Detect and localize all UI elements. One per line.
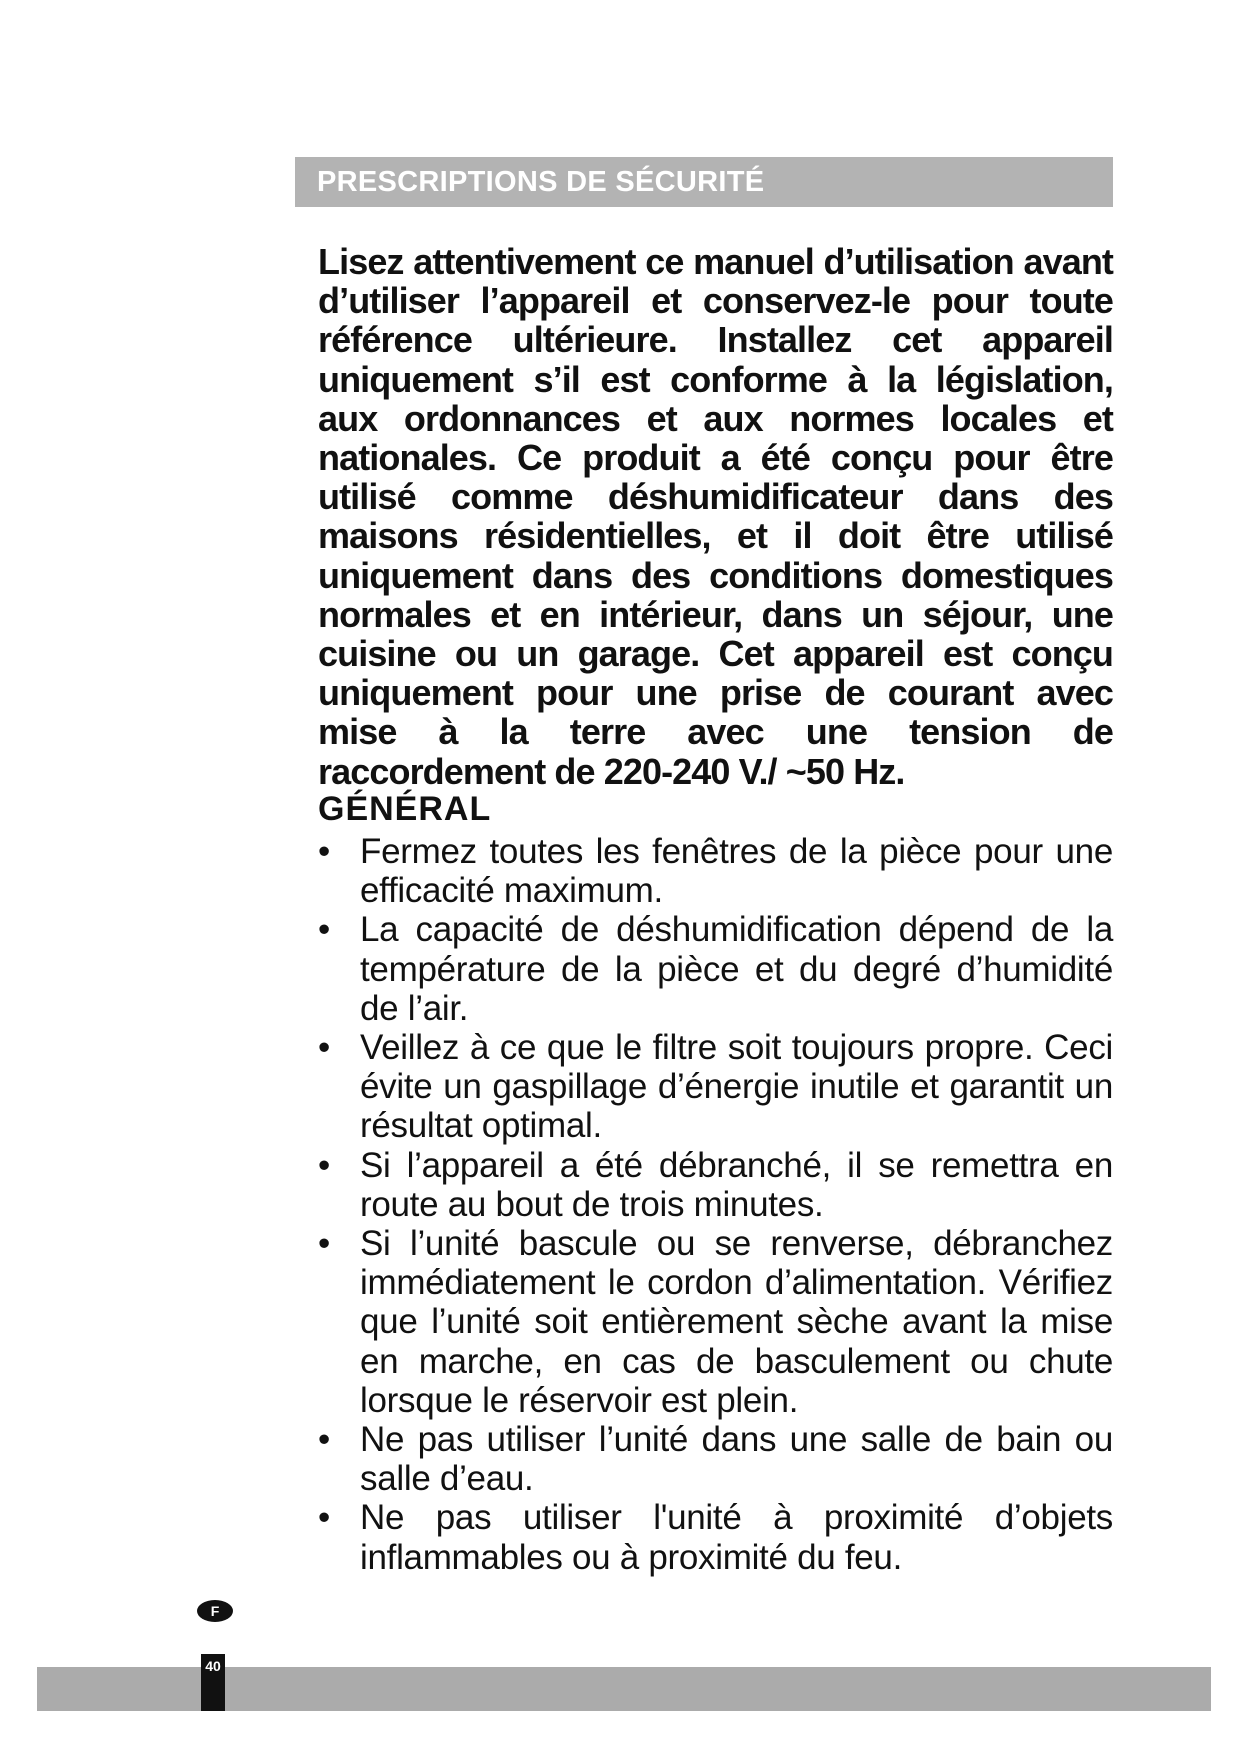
list-item — [318, 1498, 1113, 1576]
section-header-title: PRESCRIPTIONS DE SÉCURITÉ — [317, 166, 765, 198]
intro-paragraph: Lisez attentivement ce manuel d’utilisation avant d’utiliser l’appareil et conservez-le pour toute référence ultérieure. Installez cet appareil uniquement s’il est conforme à la législation, aux ordonnances et aux normes locales et nationales. Ce produit a été conçu pour être utilisé comme déshumidificateur dans des maisons résidentielles, et il doit être utilisé uniquement dans des conditions domestiques normales et en intérieur, dans un séjour, une cuisine ou un garage. Cet appareil est conçu uniquement pour une prise de courant avec mise à la terre avec une tension de raccordement de 220-240 V./ ~50 Hz. — [318, 241, 1113, 792]
list-item-text: Ne pas utiliser l’unité dans une salle de bain ou salle d’eau. — [360, 1420, 1113, 1499]
list-item — [318, 1028, 1113, 1146]
page-number: 40 — [205, 1658, 221, 1674]
list-item-text: Fermez toutes les fenêtres de la pièce pour une efficacité maximum. — [360, 832, 1113, 911]
language-badge: F — [197, 1600, 233, 1622]
bullet-icon: • — [318, 832, 330, 871]
list-item-text: Veillez à ce que le filtre soit toujours propre. Ceci évite un gaspillage d’énergie inutile et garantit un résultat optimal. — [360, 1028, 1113, 1146]
bullet-icon: • — [318, 1224, 330, 1264]
list-item — [318, 1420, 1113, 1498]
list-item — [318, 910, 1113, 1028]
section-header-bar — [295, 157, 1113, 207]
list-item-text: Ne pas utiliser l'unité à proximité d’objets inflammables ou à proximité du feu. — [360, 1498, 1113, 1577]
general-section-title: GÉNÉRAL — [318, 790, 492, 828]
list-item-text: La capacité de déshumidification dépend de la température de la pièce et du degré d’humidité de l’air. — [360, 910, 1113, 1028]
bullet-icon: • — [318, 1498, 330, 1538]
list-item-text: Si l’unité bascule ou se renverse, débranchez immédiatement le cordon d’alimentation. Vérifiez que l’unité soit entièrement sèche avant la mise en marche, en cas de basculement ou chute lorsque le réservoir est plein. — [360, 1224, 1113, 1420]
bullet-icon: • — [318, 1028, 330, 1068]
list-item-text: Si l’appareil a été débranché, il se remettra en route au bout de trois minutes. — [360, 1145, 1113, 1224]
page-number-tab — [201, 1654, 225, 1711]
bullet-icon: • — [318, 1145, 330, 1185]
general-bullet-list — [318, 832, 1113, 1577]
bullet-icon: • — [318, 1420, 330, 1460]
list-item — [318, 832, 1113, 910]
bullet-icon: • — [318, 910, 330, 950]
list-item — [318, 1146, 1113, 1224]
list-item — [318, 1224, 1113, 1420]
